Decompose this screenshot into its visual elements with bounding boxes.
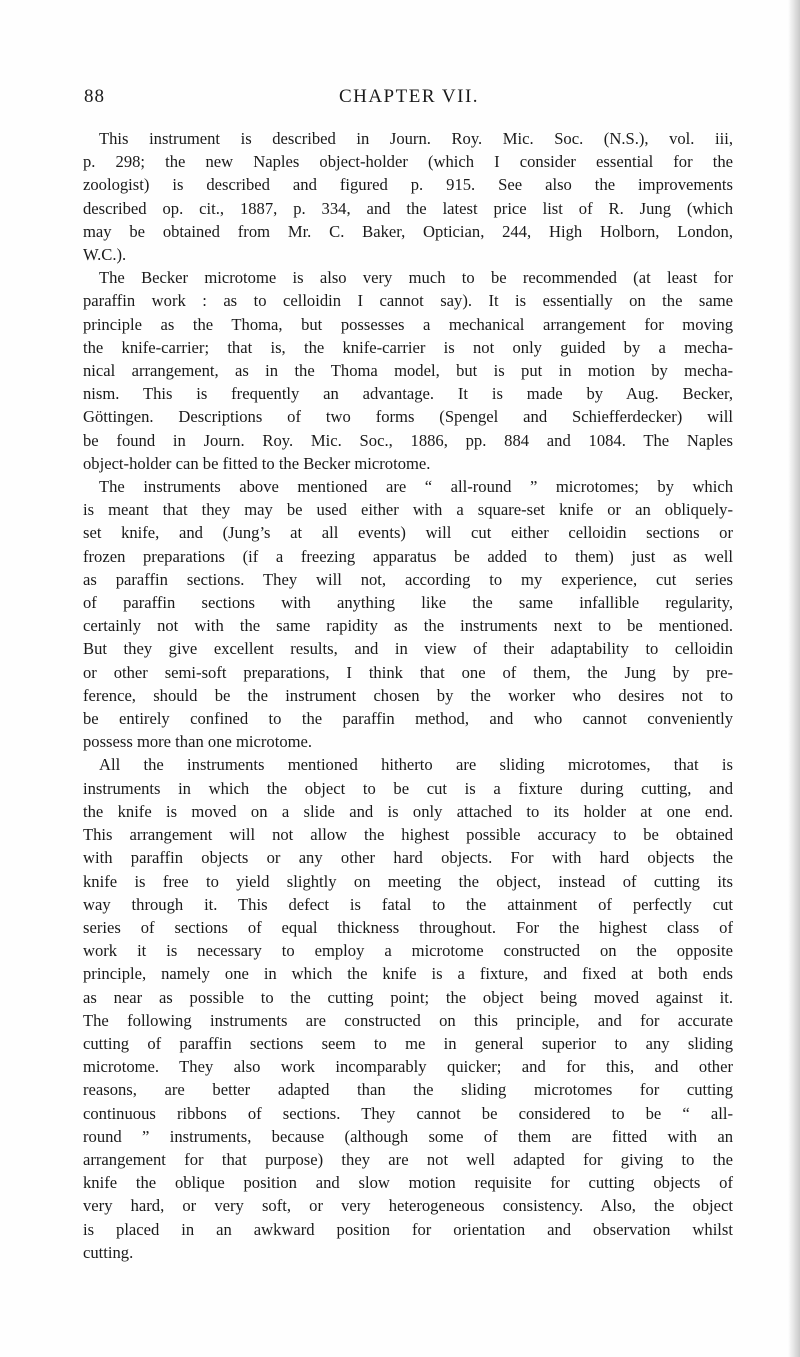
text-line: The instruments above mentioned are “ all-round ” microtomes; by which — [99, 477, 733, 497]
paragraph-1 — [83, 127, 733, 266]
text-line: possess more than one microtome. — [83, 732, 313, 752]
text-line: knife the oblique position and slow motion requisite for cutting objects of — [83, 1173, 733, 1193]
running-head: CHAPTER VII. — [338, 86, 480, 107]
text-line: as paraffin sections. They will not, according to my experience, cut series — [83, 569, 733, 589]
text-line: W.C.). — [83, 245, 127, 265]
text-line: Göttingen. Descriptions of two forms (Spengel and Schiefferdecker) will — [83, 407, 733, 427]
text-line: work it is necessary to employ a microtome constructed on the opposite — [83, 941, 733, 961]
text-line: be entirely confined to the paraffin method, and who cannot conveniently — [83, 709, 733, 729]
paragraph-2 — [83, 266, 733, 475]
page-header — [84, 86, 734, 114]
text-line: The following instruments are constructed on this principle, and for accurate — [83, 1010, 733, 1030]
text-line: of paraffin sections with anything like the same infallible regularity, — [83, 593, 733, 613]
text-line: p. 298; the new Naples object-holder (which I consider essential for the — [83, 152, 733, 172]
text-line: ference, should be the instrument chosen by the worker who desires not to — [83, 685, 733, 705]
text-line: cutting of paraffin sections seem to me in general superior to any sliding — [83, 1033, 733, 1053]
text-line: series of sections of equal thickness throughout. For the highest class of — [83, 917, 733, 937]
text-line: certainly not with the same rapidity as the instruments next to be mentioned. — [83, 616, 733, 636]
text-line: continuous ribbons of sections. They cannot be considered to be “ all- — [83, 1103, 733, 1123]
text-line: cutting. — [83, 1242, 134, 1262]
text-line: All the instruments mentioned hitherto are sliding microtomes, that is — [99, 755, 733, 775]
text-line: microtome. They also work incomparably quicker; and for this, and other — [83, 1057, 733, 1077]
text-line: frozen preparations (if a freezing apparatus be added to them) just as well — [83, 546, 733, 566]
text-line: may be obtained from Mr. C. Baker, Optician, 244, High Holborn, London, — [83, 221, 733, 241]
text-line: instruments in which the object to be cut is a fixture during cutting, and — [83, 778, 733, 798]
text-line: This arrangement will not allow the highest possible accuracy to be obtained — [83, 825, 733, 845]
page-edge-shadow — [788, 0, 800, 1357]
text-line: principle, namely one in which the knife is a fixture, and fixed at both ends — [83, 964, 733, 984]
body-text — [83, 127, 733, 1264]
text-line: But they give excellent results, and in view of their adaptability to celloidin — [83, 639, 733, 659]
text-line: knife is free to yield slightly on meeting the object, instead of cutting its — [83, 871, 733, 891]
text-line: with paraffin objects or any other hard objects. For with hard objects the — [83, 848, 733, 868]
text-line: nism. This is frequently an advantage. It is made by Aug. Becker, — [83, 384, 733, 404]
text-line: very hard, or very soft, or very heterogeneous consistency. Also, the object — [83, 1196, 733, 1216]
text-line: principle as the Thoma, but possesses a mechanical arrangement for moving — [83, 314, 733, 334]
page-number: 88 — [84, 86, 105, 107]
text-line: nical arrangement, as in the Thoma model, but is put in motion by mecha- — [83, 361, 733, 381]
text-line: round ” instruments, because (although some of them are fitted with an — [83, 1126, 733, 1146]
paragraph-3 — [83, 475, 733, 753]
text-line: zoologist) is described and figured p. 915. See also the improvements — [83, 175, 733, 195]
text-line: be found in Journ. Roy. Mic. Soc., 1886, pp. 884 and 1084. The Naples — [83, 430, 733, 450]
text-line: set knife, and (Jung’s at all events) will cut either celloidin sections or — [83, 523, 733, 543]
text-line: the knife-carrier; that is, the knife-carrier is not only guided by a mecha- — [83, 337, 733, 357]
text-line: This instrument is described in Journ. Roy. Mic. Soc. (N.S.), vol. iii, — [99, 129, 733, 148]
text-line: reasons, are better adapted than the sliding microtomes for cutting — [83, 1080, 733, 1100]
text-line: is meant that they may be used either with a square-set knife or an obliquely- — [83, 500, 733, 520]
text-line: or other semi-soft preparations, I think that one of them, the Jung by pre- — [83, 662, 733, 682]
text-line: way through it. This defect is fatal to the attainment of perfectly cut — [83, 894, 733, 914]
text-line: arrangement for that purpose) they are not well adapted for giving to the — [83, 1149, 733, 1169]
text-line: as near as possible to the cutting point; the object being moved against it. — [83, 987, 733, 1007]
text-line: paraffin work : as to celloidin I cannot say). It is essentially on the same — [83, 291, 733, 311]
text-line: is placed in an awkward position for orientation and observation whilst — [83, 1219, 733, 1239]
text-line: object-holder can be fitted to the Becker microtome. — [83, 453, 431, 473]
text-line: described op. cit., 1887, p. 334, and the latest price list of R. Jung (which — [83, 198, 733, 218]
paragraph-4 — [83, 753, 733, 1263]
text-line: The Becker microtome is also very much to be recommended (at least for — [99, 268, 733, 288]
text-line: the knife is moved on a slide and is only attached to its holder at one end. — [83, 801, 733, 821]
